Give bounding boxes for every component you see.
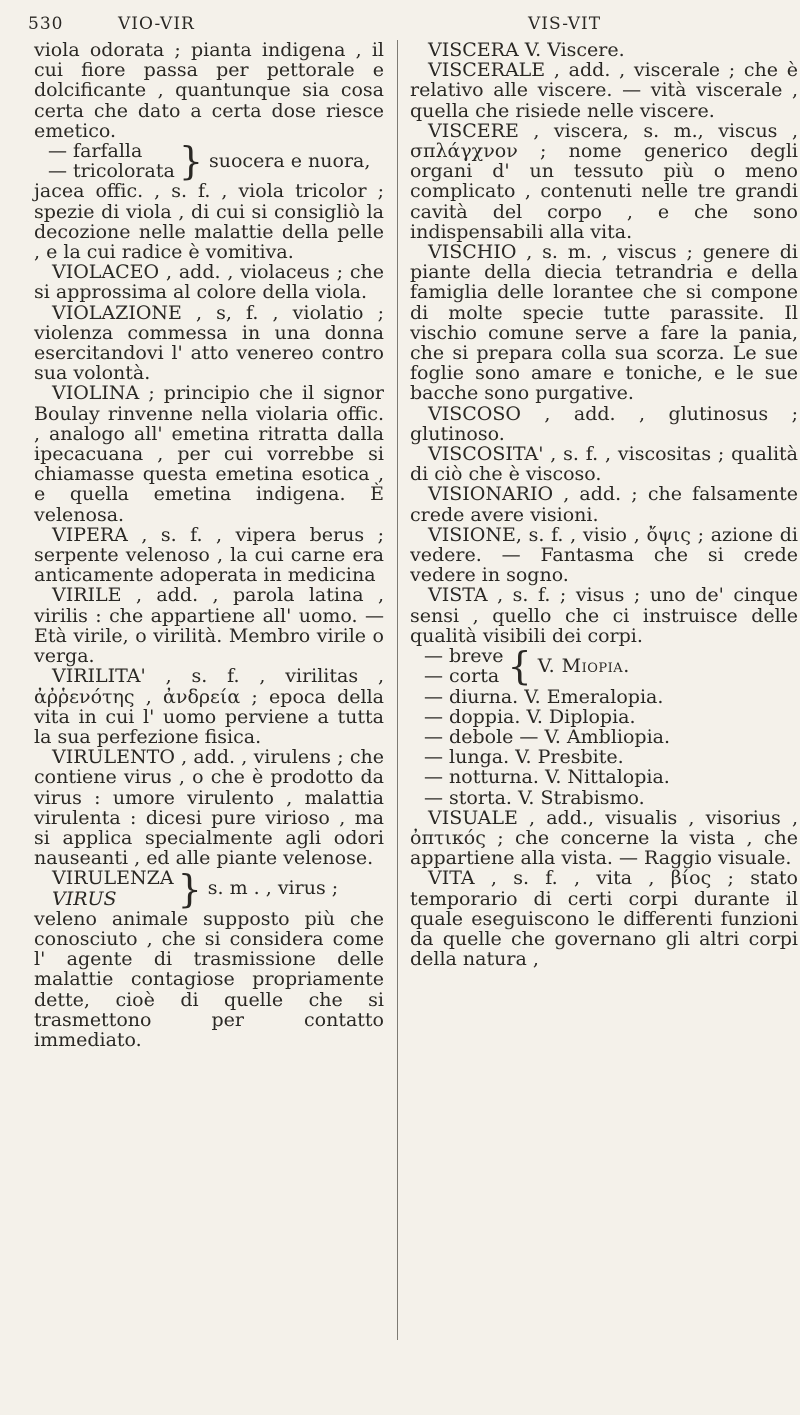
page-number: 530	[28, 14, 64, 34]
right-running-head: VIS-VIT	[528, 14, 602, 34]
entry-violina: VIOLINA ; principio che il signor Boulay rinvenne nella violaria offic. , analogo all' emetina ritratta dalla ipecacuana , per cui vorrebbe si chiamasse questa emetina esotica , e quella emetina indigena. È velenosa.	[34, 382, 384, 526]
entry-viola-odorata: viola odorata ; pianta indigena , il cui fiore passa per pettorale e dolcificante , quantunque sia cosa certa che dato a certa dose riesce emetico.	[34, 39, 384, 142]
entry-vita: VITA , s. f. , vita , βίος ; stato temporario di certi corpi durante il quale eseguiscono le differenti funzioni da quelle che governano gli altri corpi della natura ,	[410, 867, 798, 970]
subentry-notturna: — notturna. V. Nittalopia.	[424, 766, 670, 789]
subentry-farfalla: — farfalla	[48, 140, 143, 163]
entry-vischio: VISCHIO , s. m. , viscus ; genere di piante della diecia tetrandria e della famiglia delle lorantee che si compone di molte specie tutte parassite. Il vischio comune serve a fare la pania, che si prepara colla sua scorza. Le sue foglie sono amare e toniche, e le sue bacche sono purgative.	[410, 241, 798, 405]
entry-visionario: VISIONARIO , add. ; che falsamente crede avere visioni.	[410, 483, 798, 526]
brace-icon: }	[178, 139, 203, 184]
subentry-doppia: — doppia. V. Diplopia.	[424, 705, 636, 728]
entry-virus-latin: VIRUS	[52, 887, 117, 910]
right-column	[410, 40, 798, 969]
brace-icon: {	[507, 644, 532, 689]
running-header	[0, 14, 800, 38]
subentry-brace-viola	[34, 139, 384, 184]
entry-virulenza: VIRULENZA	[52, 867, 174, 890]
subentry-breve: — breve	[424, 645, 504, 668]
entry-viscosita: VISCOSITA' , s. f. , viscositas ; qualità di ciò che è viscoso.	[410, 443, 798, 486]
brace-target-virus: s. m . , virus ;	[207, 877, 339, 900]
entry-viscera: VISCERA V. Viscere.	[428, 40, 625, 61]
entry-virulenza-brace	[34, 866, 384, 911]
subentry-tricolorata: — tricolorata	[48, 160, 175, 183]
entry-vista: VISTA , s. f. ; visus ; uno de' cinque sensi , quello che ci instruisce delle qualità visibili dei corpi.	[410, 584, 798, 647]
entry-vipera: VIPERA , s. f. , vipera berus ; serpente velenoso , la cui carne era anticamente adoperata in medicina	[34, 523, 384, 587]
subentry-corta: — corta	[424, 665, 500, 688]
subentry-brace-vista	[410, 644, 798, 689]
column-divider	[397, 40, 398, 1340]
entry-visione: VISIONE, s. f. , visio , ὄψις ; azione di vedere. — Fantasma che si crede vedere in sogno.	[410, 523, 798, 587]
left-column	[34, 40, 384, 1050]
entry-violaceo: VIOLACEO , add. , violaceus ; che si approssima al colore della viola.	[34, 261, 384, 304]
left-running-head: VIO-VIR	[118, 14, 195, 34]
entry-viscerale: VISCERALE , add. , viscerale ; che è relativo alle viscere. — vità viscerale , quella che risiede nelle viscere.	[410, 59, 798, 122]
entry-veleno-animale: veleno animale supposto più che conosciuto , che si considera come l' agente di trasmissione delle malattie contagiose propriamente dette, cioè di quelle che si trasmettono per contatto immediato.	[34, 907, 384, 1051]
brace-target-suocera: suocera e nuora,	[209, 150, 371, 173]
entry-violazione: VIOLAZIONE , s, f. , violatio ; violenza commessa in una donna esercitandovi l' atto venereo contro sua volontà.	[34, 301, 384, 385]
subentry-storta: — storta. V. Strabismo.	[424, 786, 645, 809]
entry-virulento: VIRULENTO , add. , virulens ; che contiene virus , o che è prodotto da virus : umore virulento , malattia virulenta : dicesi pure virioso , ma si applica specialmente agli odori nauseanti , ed alle piante velenose.	[34, 746, 384, 870]
entry-virile: VIRILE , add. , parola latina , virilis : che appartiene all' uomo. — Età virile, o virilità. Membro virile o verga.	[34, 584, 384, 668]
entry-viscoso: VISCOSO , add. , glutinosus ; glutinoso.	[410, 402, 798, 445]
entry-visuale: VISUALE , add., visualis , visorius , ὀπτικός ; che concerne la vista , che appartiene alla vista. — Raggio visuale.	[410, 806, 798, 870]
brace-icon: }	[177, 866, 202, 911]
subentry-lunga: — lunga. V. Presbite.	[424, 746, 624, 769]
entry-viscere: VISCERE , viscera, s. m., viscus , σπλάγχνον ; nome generico degli organi d' un tessuto più o meno complicato , contenuti nelle tre grandi cavità del corpo , e che sono indispensabili alla vita.	[410, 119, 798, 243]
subentry-debole: — debole — V. Ambliopia.	[424, 725, 671, 748]
entry-jacea: jacea offic. , s. f. , viola tricolor ; spezie di viola , di cui si consigliò la decozione nelle malattie della pelle , e la cui radice è vomitiva.	[34, 180, 384, 264]
subentry-diurna: — diurna. V. Emeralopia.	[424, 685, 664, 708]
brace-target-miopia: V. Miopia.	[537, 655, 630, 678]
entry-virilita: VIRILITA' , s. f. , virilitas , ἀῤῥενότης , ἀνδρεία ; epoca della vita in cui l' uomo perviene a tutta la sua perfezione fisica.	[34, 665, 384, 748]
